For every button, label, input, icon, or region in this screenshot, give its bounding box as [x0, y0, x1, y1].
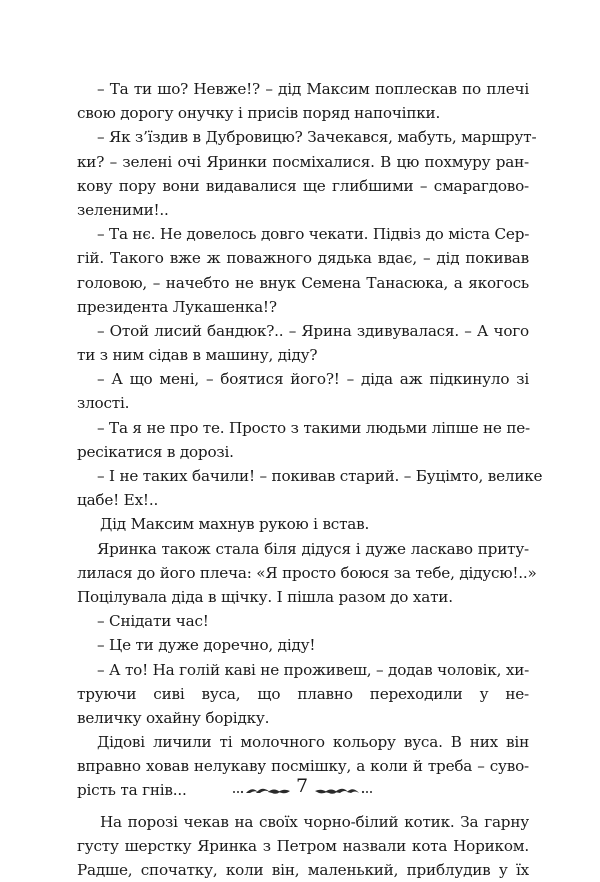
text-line: Яринка також стала біля дідуся і дуже ласкаво приту- — [97, 539, 529, 558]
text-line: – Та нє. Не довелось довго чекати. Підвіз до міста Сер- — [97, 225, 530, 244]
text-line: головою, – начебто не внук Семена Танасюка, а якогось — [77, 273, 529, 292]
text-line: ресікатися в дорозі. — [77, 442, 234, 461]
text-line: – А що мені, – боятися його?! – діда аж підкинуло зі — [97, 370, 529, 389]
text-line: труючи сиві вуса, що плавно переходили у не- — [77, 684, 529, 703]
text-line: – Снідати час! — [97, 612, 209, 631]
text-line: – А то! На голій каві не проживеш, – додав чоловік, хи- — [97, 660, 530, 679]
text-line: кову пору вони видавалися ще глибшими – смарагдово- — [77, 176, 529, 195]
text-line: ки? – зелені очі Яринки посміхалися. В цю похмуру ран- — [77, 152, 529, 171]
text-line: величку охайну борідку. — [77, 708, 270, 727]
text-line: рість та гнів... — [77, 781, 187, 800]
text-line: лилася до його плеча: «Я просто боюся за тебе, дідусю!..» — [77, 563, 537, 582]
text-line: свою дорогу онучку і присів поряд напочіпки. — [77, 104, 441, 123]
text-line: – Та ти шо? Невже!? – дід Максим поплескав по плечі — [97, 80, 529, 98]
page-number: 7 — [295, 775, 309, 797]
footer-ornament-right-icon — [313, 784, 373, 796]
footer-ornament-left-icon — [232, 784, 292, 796]
text-line: – І не таких бачили! – покивав старий. – Буцімто, велике — [97, 467, 543, 485]
text-line: – Отой лисий бандюк?.. – Ярина здивувалася. – А чого — [97, 321, 529, 340]
text-line: – Та я не про те. Просто з такими людьми ліпше не пе- — [97, 418, 530, 437]
text-line: – Як з’їздив в Дубровицю? Зачекався, мабуть, маршрут- — [97, 128, 537, 147]
text-line: Радше, спочатку, коли він, маленький, приблудив у їх — [77, 861, 529, 879]
text-line: злості. — [77, 394, 130, 413]
text-line: вправно ховав нелукаву посмішку, а коли й треба – суво- — [77, 757, 529, 776]
text-line: Дід Максим махнув рукою і встав. — [100, 515, 370, 534]
text-line: На порозі чекав на своїх чорно-білий котик. За гарну — [100, 812, 529, 831]
text-line: ти з ним сідав в машину, діду? — [77, 346, 318, 365]
text-line: Поцілувала діда в щічку. І пішла разом до хати. — [77, 587, 453, 606]
text-line: гій. Такого вже ж поважного дядька вдає, – дід покивав — [77, 249, 529, 268]
text-line: Дідові личили ті молочного кольору вуса. В них він — [97, 733, 529, 752]
body-text — [77, 77, 543, 882]
text-line: президента Лукашенка!? — [77, 297, 277, 316]
text-line: – Це ти дуже доречно, діду! — [97, 636, 316, 655]
text-line: густу шерстку Яринка з Петром назвали кота Нориком. — [77, 836, 529, 855]
text-line: цабе! Ех!.. — [77, 491, 159, 510]
text-line: зеленими!.. — [77, 200, 169, 219]
